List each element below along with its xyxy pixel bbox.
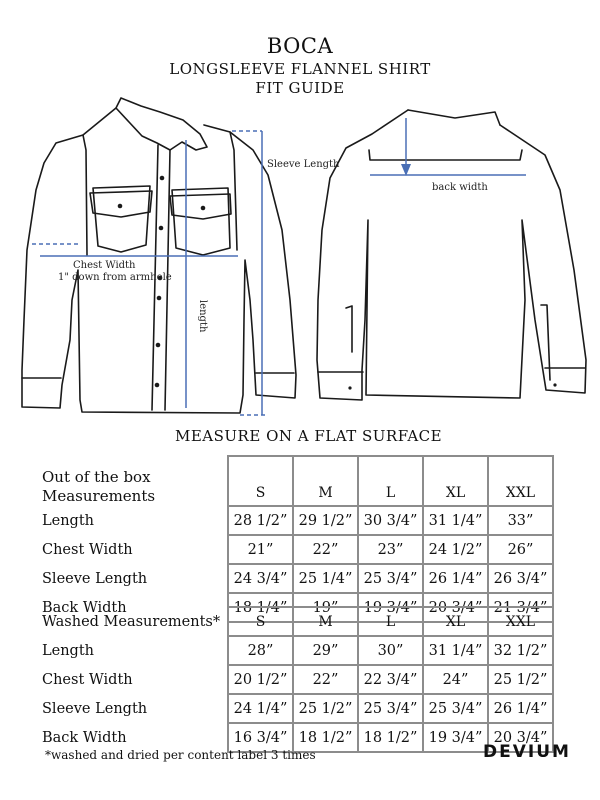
table-cell: 22 3/4” [358,665,423,694]
table-cell: 24 1/4” [228,694,293,723]
buttons [118,176,557,390]
table-cell: 24 1/2” [423,535,488,564]
table-cell: 31 1/4” [423,506,488,535]
table-cell: 25 3/4” [423,694,488,723]
table-cell: 22” [293,535,358,564]
arrow-down-icon [401,164,411,176]
table-cell: 24” [423,665,488,694]
table-cell: 30” [358,636,423,665]
table-cell: 29” [293,636,358,665]
table-row [40,665,553,694]
brand-logo: DEVIUM [483,742,571,762]
chest-width-note: 1" down from armhole [58,272,172,283]
brand-line: BOCA [266,34,334,58]
table-row [40,535,553,564]
length-label: length [197,300,208,333]
table-cell: 25 3/4” [358,694,423,723]
table-cell: 28” [228,636,293,665]
row-label: Length [42,512,94,529]
table-cell: 33” [488,506,553,535]
table-cell: 23” [358,535,423,564]
table-header-row [40,456,553,506]
table-header-row [40,607,553,636]
shirt-diagram [0,95,600,425]
table-cell: 25 1/2” [293,694,358,723]
table-cell: 29 1/2” [293,506,358,535]
size-header: XL [423,456,488,506]
table-cell: 21” [228,535,293,564]
table-cell: 26 3/4” [488,564,553,593]
footnote: *washed and dried per content label 3 times [45,748,316,762]
table-cell: 19 3/4” [423,723,488,752]
chest-width-label: Chest Width [73,260,136,271]
table-cell: 26 1/4” [423,564,488,593]
table-cell: 19 3/4” [358,593,423,622]
front-left-pocket [90,186,152,252]
product-line: LONGSLEEVE FLANNEL SHIRT [169,60,431,78]
size-header: S [228,456,293,506]
size-header: XXL [488,607,553,636]
washed-title: Washed Measurements* [42,613,221,630]
front-right-pocket [170,188,231,255]
row-label: Sleeve Length [42,700,148,717]
back-shirt-outline [317,110,586,400]
table-cell: 20 3/4” [488,723,553,752]
table-cell: 30 3/4” [358,506,423,535]
table-row [40,694,553,723]
table-row [40,506,553,535]
size-header: M [293,607,358,636]
table-cell: 32 1/2” [488,636,553,665]
table-cell: 31 1/4” [423,636,488,665]
table-cell: 20 1/2” [228,665,293,694]
size-header: M [293,456,358,506]
table-cell: 18 1/2” [358,723,423,752]
sleeve-length-label: Sleeve Length [267,159,340,170]
table-cell: 26” [488,535,553,564]
table-cell: 28 1/2” [228,506,293,535]
back-width-label: back width [432,182,488,193]
table-cell: 26 1/4” [488,694,553,723]
table-cell: 25 1/2” [488,665,553,694]
washed-table [40,606,554,753]
table-row [40,564,553,593]
size-header: S [228,607,293,636]
table-cell: 22” [293,665,358,694]
out-of-box-table [40,455,554,623]
out-of-box-title: Out of the box Measurements [42,468,156,505]
table-cell: 25 3/4” [358,564,423,593]
guide-line: FIT GUIDE [255,79,345,97]
row-label: Length [42,642,94,659]
row-label: Sleeve Length [42,570,148,587]
table-cell: 18 1/4” [228,593,293,622]
row-label: Back Width [42,729,127,746]
size-header: L [358,456,423,506]
table-cell: 18 1/2” [293,723,358,752]
table-cell: 25 1/4” [293,564,358,593]
table-cell: 24 3/4” [228,564,293,593]
size-header: XL [423,607,488,636]
table-cell: 19” [293,593,358,622]
measure-heading: MEASURE ON A FLAT SURFACE [175,427,443,445]
table-cell: 20 3/4” [423,593,488,622]
row-label: Back Width [42,599,127,616]
table-cell: 21 3/4” [488,593,553,622]
table-row [40,636,553,665]
row-label: Chest Width [42,671,133,688]
size-header: XXL [488,456,553,506]
size-header: L [358,607,423,636]
table-cell: 16 3/4” [228,723,293,752]
row-label: Chest Width [42,541,133,558]
